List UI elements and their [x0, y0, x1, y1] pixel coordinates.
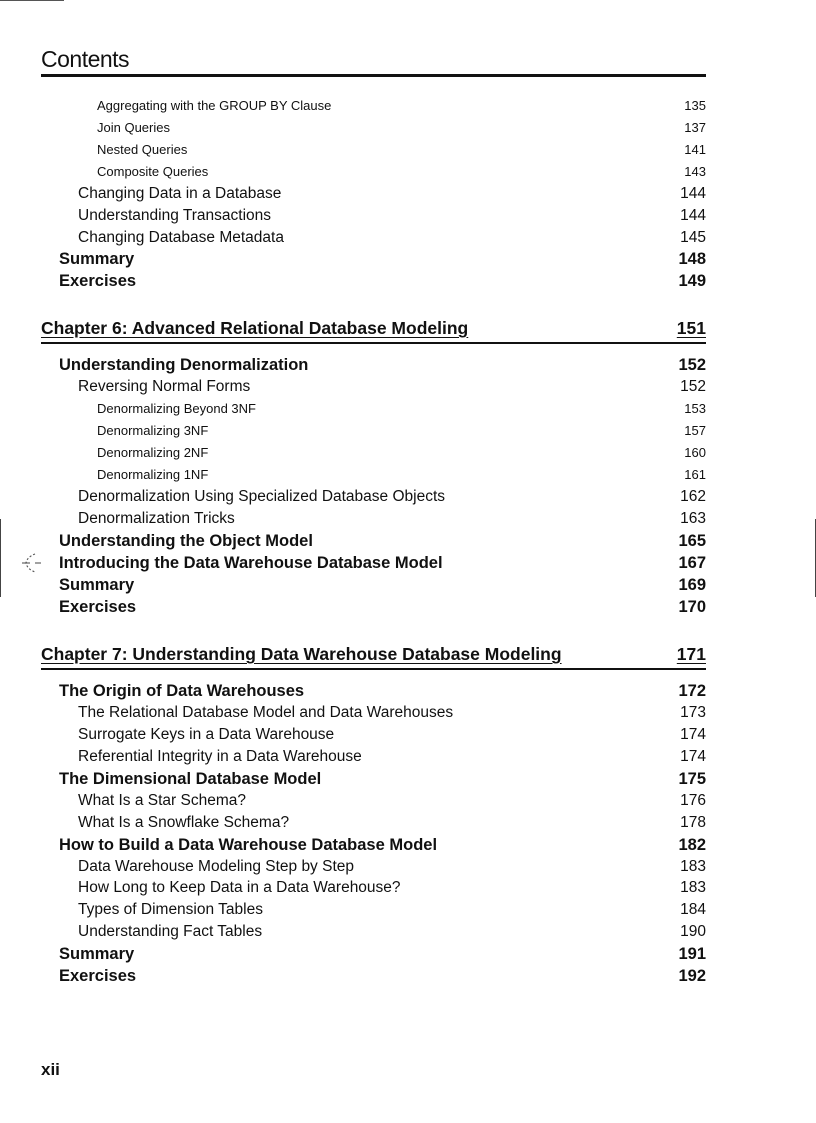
subsection-entry[interactable] [41, 488, 706, 506]
entry-page-number: 172 [678, 682, 706, 700]
section-entry[interactable] [41, 250, 706, 269]
entry-page-number: 137 [684, 120, 706, 135]
subsection-entry[interactable] [41, 207, 706, 225]
entry-page-number: 145 [680, 229, 706, 246]
entry-title: What Is a Star Schema? [78, 792, 246, 809]
section-entry[interactable] [41, 554, 706, 573]
chapter-rule [41, 342, 706, 344]
entry-page-number: 153 [684, 401, 706, 416]
subsection-entry[interactable] [41, 879, 706, 897]
entry-page-number: 148 [678, 250, 706, 268]
entry-page-number: 157 [684, 423, 706, 438]
entry-title: How Long to Keep Data in a Data Warehouse? [78, 879, 401, 896]
entry-title: Chapter 7: Understanding Data Warehouse Database Modeling [41, 644, 562, 664]
section-entry[interactable] [41, 967, 706, 986]
entry-title: Exercises [59, 272, 137, 290]
section-entry[interactable] [41, 836, 706, 855]
entry-page-number: 170 [678, 598, 706, 616]
entry-title: Aggregating with the GROUP BY Clause [97, 98, 332, 113]
section-entry[interactable] [41, 682, 706, 701]
entry-title: Referential Integrity in a Data Warehouse [78, 748, 362, 765]
entry-title: Denormalizing 1NF [97, 467, 209, 482]
entry-page-number: 152 [678, 356, 706, 374]
entry-page-number: 141 [684, 142, 706, 157]
subsection-entry[interactable] [41, 901, 706, 919]
entry-title: Denormalizing Beyond 3NF [97, 401, 256, 416]
subsubsection-entry[interactable] [41, 164, 706, 179]
entry-page-number: 182 [678, 836, 706, 854]
entry-page-number: 178 [680, 814, 706, 831]
entry-page-number: 176 [680, 792, 706, 809]
entry-page-number: 167 [678, 554, 706, 572]
entry-title: Exercises [59, 598, 137, 616]
entry-page-number: 192 [678, 967, 706, 985]
entry-page-number: 151 [676, 318, 706, 338]
subsection-entry[interactable] [41, 748, 706, 766]
entry-page-number: 165 [678, 532, 706, 550]
subsubsection-entry[interactable] [41, 120, 706, 135]
entry-title: Chapter 6: Advanced Relational Database Modeling [41, 318, 469, 338]
subsection-entry[interactable] [41, 923, 706, 941]
subsection-entry[interactable] [41, 792, 706, 810]
entry-title: Join Queries [97, 120, 170, 135]
entry-title: Understanding Denormalization [59, 356, 309, 374]
entry-title: The Origin of Data Warehouses [59, 682, 305, 700]
chapter-entry[interactable] [41, 318, 706, 339]
entry-title: Changing Data in a Database [78, 185, 282, 202]
subsubsection-entry[interactable] [41, 142, 706, 157]
entry-title: The Dimensional Database Model [59, 770, 322, 788]
section-entry[interactable] [41, 532, 706, 551]
subsection-entry[interactable] [41, 229, 706, 247]
subsection-entry[interactable] [41, 510, 706, 528]
entry-title: Types of Dimension Tables [78, 901, 263, 918]
subsection-entry[interactable] [41, 185, 706, 203]
entry-page-number: 184 [680, 901, 706, 918]
entry-title: Understanding the Object Model [59, 532, 313, 550]
subsection-entry[interactable] [41, 378, 706, 396]
subsubsection-entry[interactable] [41, 445, 706, 460]
entry-page-number: 183 [680, 858, 706, 875]
entry-title: Data Warehouse Modeling Step by Step [78, 858, 355, 875]
entry-title: The Relational Database Model and Data Warehouses [78, 704, 454, 721]
entry-page-number: 173 [680, 704, 706, 721]
entry-title: How to Build a Data Warehouse Database Model [59, 836, 438, 854]
entry-page-number: 191 [678, 945, 706, 963]
entry-page-number: 135 [684, 98, 706, 113]
section-entry[interactable] [41, 770, 706, 789]
section-entry[interactable] [41, 356, 706, 375]
chapter-entry[interactable] [41, 644, 706, 665]
subsection-entry[interactable] [41, 814, 706, 832]
page-title: Contents [41, 46, 130, 72]
section-entry[interactable] [41, 598, 706, 617]
page-number: xii [41, 1060, 60, 1079]
entry-page-number: 143 [684, 164, 706, 179]
entry-title: Reversing Normal Forms [78, 378, 251, 395]
entry-title: Denormalization Tricks [78, 510, 235, 527]
subsubsection-entry[interactable] [41, 467, 706, 482]
entry-page-number: 149 [678, 272, 706, 290]
entry-title: Denormalization Using Specialized Database Objects [78, 488, 446, 505]
subsection-entry[interactable] [41, 858, 706, 876]
bracket-mark-icon [22, 551, 42, 575]
chapter-rule [41, 668, 706, 670]
entry-page-number: 152 [680, 378, 706, 395]
entry-page-number: 163 [680, 510, 706, 527]
subsubsection-entry[interactable] [41, 401, 706, 416]
entry-page-number: 160 [684, 445, 706, 460]
entry-page-number: 183 [680, 879, 706, 896]
entry-title: Exercises [59, 967, 137, 985]
entry-page-number: 144 [680, 207, 706, 224]
entry-title: Summary [59, 576, 135, 594]
entry-title: Composite Queries [97, 164, 209, 179]
entry-title: Denormalizing 2NF [97, 445, 209, 460]
entry-title: Summary [59, 945, 135, 963]
section-entry[interactable] [41, 576, 706, 595]
entry-page-number: 174 [680, 748, 706, 765]
entry-page-number: 161 [684, 467, 706, 482]
title-underline [41, 74, 706, 77]
entry-page-number: 174 [680, 726, 706, 743]
entry-page-number: 190 [680, 923, 706, 940]
entry-title: Understanding Transactions [78, 207, 272, 224]
left-margin-mark [0, 519, 1, 597]
entry-title: Surrogate Keys in a Data Warehouse [78, 726, 335, 743]
subsubsection-entry[interactable] [41, 423, 706, 438]
entry-title: Nested Queries [97, 142, 188, 157]
entry-page-number: 162 [680, 488, 706, 505]
entry-page-number: 169 [678, 576, 706, 594]
entry-title: What Is a Snowflake Schema? [78, 814, 290, 831]
section-entry[interactable] [41, 272, 706, 291]
entry-title: Summary [59, 250, 135, 268]
entry-title: Changing Database Metadata [78, 229, 284, 246]
entry-title: Understanding Fact Tables [78, 923, 263, 940]
entry-page-number: 144 [680, 185, 706, 202]
entry-page-number: 175 [678, 770, 706, 788]
subsubsection-entry[interactable] [41, 98, 706, 113]
top-edge-rule [0, 0, 64, 1]
entry-title: Introducing the Data Warehouse Database Model [59, 554, 443, 572]
entry-page-number: 171 [676, 644, 706, 664]
entry-title: Denormalizing 3NF [97, 423, 209, 438]
subsection-entry[interactable] [41, 704, 706, 722]
section-entry[interactable] [41, 945, 706, 964]
subsection-entry[interactable] [41, 726, 706, 744]
